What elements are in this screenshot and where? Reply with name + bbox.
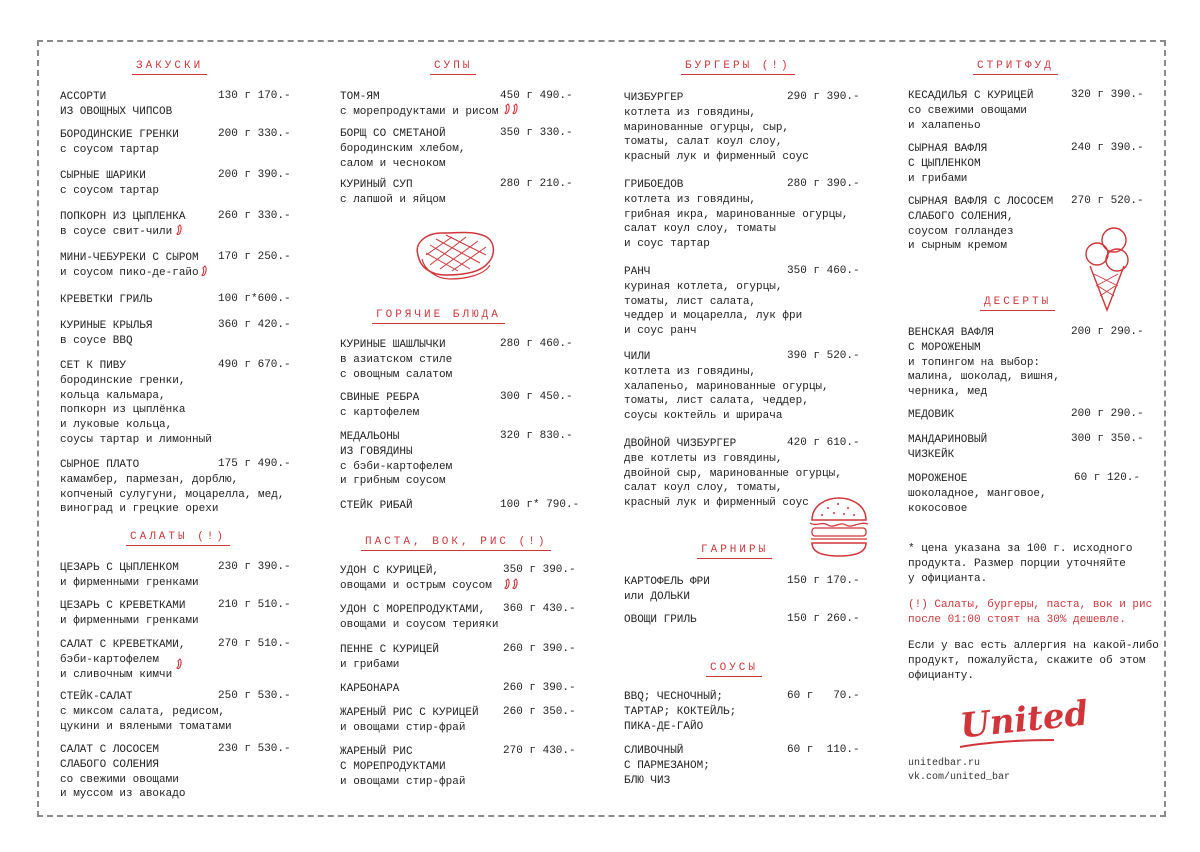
price: 320 г 390.-: [1071, 89, 1144, 101]
section-sousy: СОУСЫ: [706, 662, 762, 674]
menu-item: ОВОЩИ ГРИЛЬ: [624, 614, 697, 626]
price: 230 г 530.-: [218, 743, 291, 755]
menu-item: МАНДАРИНОВЫЙ ЧИЗКЕЙК: [908, 434, 988, 461]
menu-item: ТОМ-ЯМ с морепродуктами и рисом: [340, 91, 499, 118]
menu-item: СТЕЙК-САЛАТ с миксом салата, редисом, цукини и вялеными томатами: [60, 691, 232, 733]
menu-item: САЛАТ С ЛОСОСЕМ СЛАБОГО СОЛЕНИЯ со свежими овощами и муссом из авокадо: [60, 744, 186, 801]
allergy-note: Если у вас есть аллергия на какой-либо продукт, пожалуйста, скажите об этом официанту.: [908, 640, 1159, 682]
price: 290 г 390.-: [787, 91, 860, 103]
menu-item: СЛИВОЧНЫЙ С ПАРМЕЗАНОМ; БЛЮ ЧИЗ: [624, 745, 710, 787]
price: 170 г 250.-: [218, 251, 291, 263]
price: 260 г 390.-: [503, 643, 576, 655]
price: 60 г 70.-: [787, 690, 860, 702]
menu-item: СВИНЫЕ РЕБРА с картофелем: [340, 392, 420, 419]
price: 360 г 420.-: [218, 319, 291, 331]
menu-item: СЫРНОЕ ПЛАТО камамбер, пармезан, дорблю, копченый сулугуни, моцарелла, мед, виноград и грецкие орехи: [60, 459, 285, 516]
price: 200 г 290.-: [1071, 326, 1144, 338]
price: 280 г 390.-: [787, 178, 860, 190]
menu-item: УДОН С КУРИЦЕЙ, овощами и острым соусом: [340, 565, 492, 592]
chili-pepper-icon: [511, 578, 519, 590]
menu-item: КАРБОНАРА: [340, 683, 400, 695]
price: 360 г 430.-: [503, 603, 576, 615]
price: 210 г 510.-: [218, 599, 291, 611]
menu-item: ЦЕЗАРЬ С ЦЫПЛЕНКОМ и фирменными гренками: [60, 562, 199, 589]
menu-item: СТЕЙК РИБАЙ: [340, 500, 413, 512]
price: 390 г 520.-: [787, 350, 860, 362]
menu-item: МОРОЖЕНОЕ шоколадное, манговое, кокосовое: [908, 473, 1047, 515]
price: 270 г 520.-: [1071, 195, 1144, 207]
discount-note: (!) Салаты, бургеры, паста, вок и рис после 01:00 стоят на 30% дешевле.: [908, 599, 1153, 626]
menu-item: СЫРНАЯ ВАФЛЯ С ЦЫПЛЕНКОМ и грибами: [908, 143, 988, 185]
burger-illustration: [806, 494, 872, 560]
price: 240 г 390.-: [1071, 142, 1144, 154]
price: 260 г 350.-: [503, 706, 576, 718]
menu-item: СЫРНЫЕ ШАРИКИ с соусом тартар: [60, 170, 160, 197]
menu-item: АССОРТИ ИЗ ОВОЩНЫХ ЧИПСОВ: [60, 91, 173, 118]
menu-item: БОРОДИНСКИЕ ГРЕНКИ с соусом тартар: [60, 129, 179, 156]
section-pasta: ПАСТА, ВОК, РИС (!): [361, 536, 551, 548]
chili-pepper-icon: [503, 578, 511, 590]
price: 420 г 610.-: [787, 437, 860, 449]
menu-item: МЕДАЛЬОНЫ ИЗ ГОВЯДИНЫ с бэби-картофелем и грибным соусом: [340, 431, 453, 488]
menu-item: КУРИНЫЕ ШАШЛЫЧКИ в азиатском стиле с овощным салатом: [340, 339, 453, 381]
chili-pepper-icon: [175, 224, 183, 236]
price: 280 г 460.-: [500, 338, 573, 350]
price: 280 г 210.-: [500, 178, 573, 190]
vk-link[interactable]: vk.com/united_bar: [908, 772, 1011, 783]
menu-item: ГРИБОЕДОВ котлета из говядины, грибная икра, маринованные огурцы, салат коул слоу, томаты и соус тартар: [624, 179, 849, 251]
menu-item: ЖАРЕНЫЙ РИС С МОРЕПРОДУКТАМИ и овощами стир-фрай: [340, 746, 466, 788]
menu-item: ЧИЗБУРГЕР котлета из говядины, маринованные огурцы, сыр, томаты, салат коул слоу, красный лук и фирменный соус: [624, 92, 809, 164]
section-stritfud: СТРИТФУД: [973, 60, 1058, 72]
steak-illustration: [410, 225, 500, 285]
menu-item: ПЕННЕ С КУРИЦЕЙ и грибами: [340, 644, 440, 671]
price: 350 г 390.-: [503, 564, 576, 576]
chili-pepper-icon: [200, 265, 208, 277]
price: 260 г 330.-: [218, 210, 291, 222]
menu-item: СЕТ К ПИВУ бородинские гренки, кольца кальмара, попкорн из цыплёнка и луковые кольца, соусы тартар и лимонный: [60, 360, 212, 446]
price: 350 г 460.-: [787, 265, 860, 277]
menu-item: ДВОЙНОЙ ЧИЗБУРГЕР две котлеты из говядины, двойной сыр, маринованные огурцы, салат коул слоу, томаты, красный лук и фирменный соус: [624, 438, 842, 510]
menu-item: КЕСАДИЛЬЯ С КУРИЦЕЙ со свежими овощами и халапеньо: [908, 90, 1034, 132]
price: 100 г* 790.-: [500, 499, 580, 511]
menu-item: УДОН С МОРЕПРОДУКТАМИ, овощами и соусом терияки: [340, 604, 499, 631]
price: 200 г 330.-: [218, 128, 291, 140]
price: 175 г 490.-: [218, 458, 291, 470]
menu-item: КРЕВЕТКИ ГРИЛЬ: [60, 294, 153, 306]
menu-item: КУРИНЫЙ СУП с лапшой и яйцом: [340, 179, 446, 206]
menu-item: САЛАТ С КРЕВЕТКАМИ, бэби-картофелем и сливочным кимчи: [60, 639, 186, 681]
menu-item: ЦЕЗАРЬ С КРЕВЕТКАМИ и фирменными гренками: [60, 600, 199, 627]
price: 320 г 830.-: [500, 430, 573, 442]
menu-item: КУРИНЫЕ КРЫЛЬЯ в соусе BBQ: [60, 320, 153, 347]
price: 270 г 430.-: [503, 745, 576, 757]
price: 350 г 330.-: [500, 127, 573, 139]
price: 230 г 390.-: [218, 561, 291, 573]
menu-item: ЧИЛИ котлета из говядины, халапеньо, маринованные огурцы, томаты, лист салата, чеддер, соусы коктейль и шрирача: [624, 351, 829, 423]
chili-pepper-icon: [175, 658, 183, 670]
price: 300 г 350.-: [1071, 433, 1144, 445]
price: 250 г 530.-: [218, 690, 291, 702]
website-link[interactable]: unitedbar.ru: [908, 758, 981, 769]
section-garniry: ГАРНИРЫ: [697, 544, 772, 556]
menu-item: БОРЩ СО СМЕТАНОЙ бородинским хлебом, салом и чесноком: [340, 128, 466, 170]
price: 450 г 490.-: [500, 90, 573, 102]
ice-cream-illustration: [1082, 224, 1132, 314]
menu-item: МЕДОВИК: [908, 409, 955, 421]
price: 150 г 170.-: [787, 575, 860, 587]
united-logo: United: [958, 693, 1091, 747]
price: 200 г 290.-: [1071, 408, 1144, 420]
price: 60 г 120.-: [1074, 472, 1141, 484]
menu-item: МИНИ-ЧЕБУРЕКИ С СЫРОМ и соусом пико-де-гайо: [60, 252, 199, 279]
menu-item: ЖАРЕНЫЙ РИС С КУРИЦЕЙ и овощами стир-фрай: [340, 707, 479, 734]
section-burgery: БУРГЕРЫ (!): [681, 60, 795, 72]
chili-pepper-icon: [511, 103, 519, 115]
section-zakuski: ЗАКУСКИ: [132, 60, 207, 72]
price: 260 г 390.-: [503, 682, 576, 694]
price: 490 г 670.-: [218, 359, 291, 371]
menu-item: BBQ; ЧЕСНОЧНЫЙ; ТАРТАР; КОКТЕЙЛЬ; ПИКА-ДЕ-ГАЙО: [624, 691, 737, 733]
logo-underline: [958, 738, 1058, 750]
price: 200 г 390.-: [218, 169, 291, 181]
price-note: * цена указана за 100 г. исходного продукта. Размер порции уточняйте у официанта.: [908, 543, 1133, 585]
price: 150 г 260.-: [787, 613, 860, 625]
price: 60 г 110.-: [787, 744, 860, 756]
menu-item: ПОПКОРН ИЗ ЦЫПЛЕНКА в соусе свит-чили: [60, 211, 186, 238]
price: 270 г 510.-: [218, 638, 291, 650]
price: 100 г*600.-: [218, 293, 291, 305]
price: 130 г 170.-: [218, 90, 291, 102]
section-goryachie: ГОРЯЧИЕ БЛЮДА: [372, 309, 505, 321]
menu-item: ВЕНСКАЯ ВАФЛЯ С МОРОЖЕНЫМ и топингом на выбор: малина, шоколад, вишня, черника, мед: [908, 327, 1060, 399]
section-salaty: САЛАТЫ (!): [126, 531, 230, 543]
menu-item: КАРТОФЕЛЬ ФРИ или ДОЛЬКИ: [624, 576, 710, 603]
section-supy: СУПЫ: [430, 60, 476, 72]
section-deserty: ДЕСЕРТЫ: [980, 296, 1055, 308]
price: 300 г 450.-: [500, 391, 573, 403]
menu-item: РАНЧ куриная котлета, огурцы, томаты, лист салата, чеддер и моцарелла, лук фри и соус ранч: [624, 266, 803, 338]
menu-item: СЫРНАЯ ВАФЛЯ С ЛОСОСЕМ СЛАБОГО СОЛЕНИЯ, соусом голландез и сырным кремом: [908, 196, 1054, 253]
chili-pepper-icon: [503, 103, 511, 115]
